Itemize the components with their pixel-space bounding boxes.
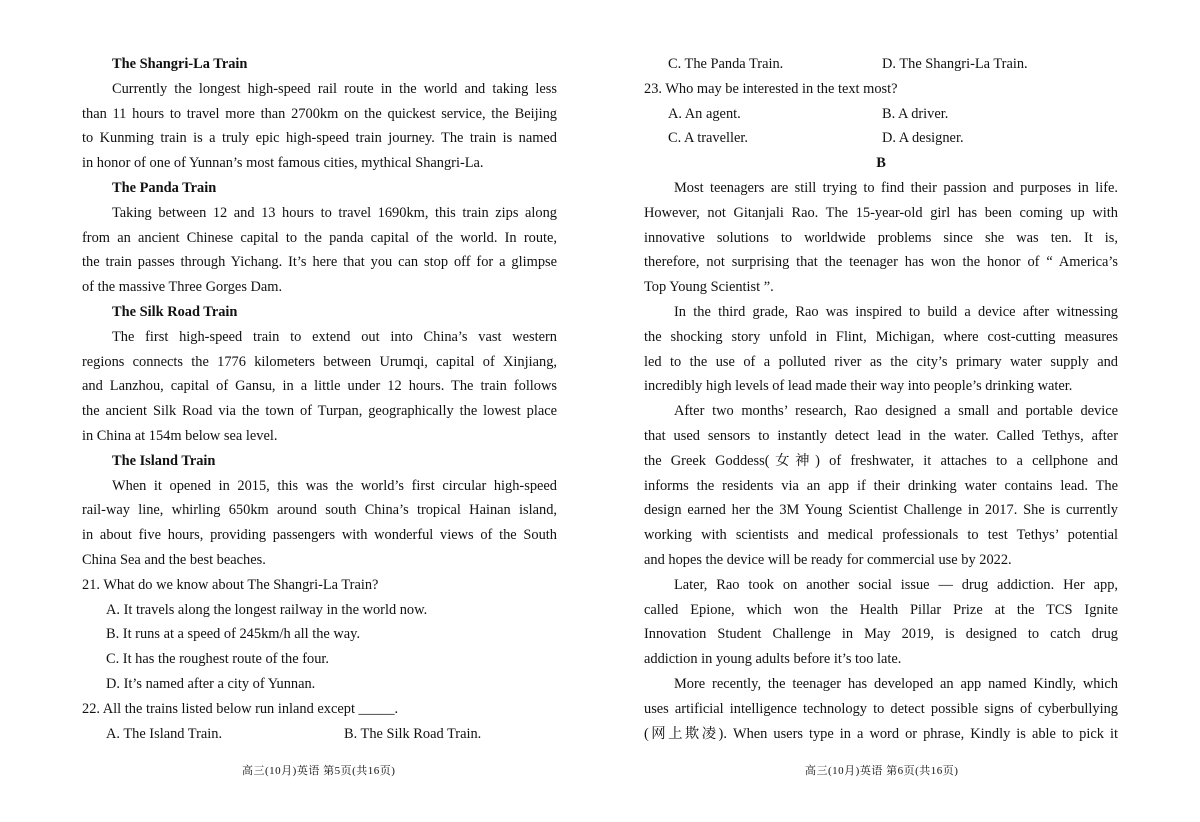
section-heading: B: [876, 155, 886, 172]
text-line: design earned her the 3M Young Scientist Challenge in 2017. She is currently: [644, 502, 1118, 519]
text-line: The Island Train: [112, 452, 216, 469]
text-line: The first high-speed train to extend out into China’s vast western: [112, 328, 557, 345]
q23-option-b: B. A driver.: [882, 105, 949, 122]
text-line: 22. All the trains listed below run inland except _____.: [82, 700, 399, 717]
text-line: that used sensors to instantly detect lead in the water. Called Tethys, after: [644, 427, 1118, 444]
page-footer-right: 高三(10月)英语 第6页(共16页): [805, 765, 959, 777]
text-line: Taking between 12 and 13 hours to travel 1690km, this train zips along: [112, 204, 557, 221]
text-line: the Greek Goddess(女神) of freshwater, it attaches to a cellphone and: [644, 452, 1118, 469]
text-line: innovative solutions to worldwide problems since she was ten. It is,: [644, 229, 1118, 246]
text-line: the shocking story unfold in Flint, Michigan, where cost-cutting measures: [644, 328, 1118, 345]
text-line: Currently the longest high-speed rail route in the world and taking less: [112, 80, 557, 97]
q22-options: [82, 722, 557, 747]
text-line: rail-way line, whirling 650km around south China’s tropical Hainan island,: [82, 502, 557, 519]
text-line: The Panda Train: [112, 179, 217, 196]
text-line: in about five hours, providing passengers with wonderful views of the South: [82, 527, 557, 544]
q23-question: 23. Who may be interested in the text most?: [644, 80, 898, 97]
text-line: regions connects the 1776 kilometers between Urumqi, capital of Xinjiang,: [82, 353, 557, 370]
text-line: The Shangri-La Train: [112, 56, 248, 72]
text-line: incredibly high levels of lead made their way into people’s drinking water.: [644, 378, 1073, 395]
text-line: than 11 hours to travel more than 2700km on the quickest service, the Beijing: [82, 105, 557, 122]
q23-options-row-1: [644, 102, 1118, 127]
text-line: 21. What do we know about The Shangri-La Train?: [82, 576, 379, 593]
q22-option-c: C. The Panda Train.: [668, 56, 784, 72]
text-line: D. It’s named after a city of Yunnan.: [106, 675, 316, 692]
text-line: However, not Gitanjali Rao. The 15-year-old girl has been coming up with: [644, 204, 1118, 221]
q22-option-b: B. The Silk Road Train.: [344, 725, 482, 742]
text-line: uses artificial intelligence technology to detect possible signs of cyberbullying: [644, 700, 1118, 717]
q22-option-d: D. The Shangri-La Train.: [882, 56, 1028, 72]
text-line: called Epione, which won the Health Pillar Prize at the TCS Ignite: [644, 601, 1118, 618]
q23-option-c: C. A traveller.: [668, 130, 748, 147]
left-page-column: [82, 52, 557, 746]
right-page-column: [644, 52, 1118, 746]
text-line: Later, Rao took on another social issue — drug addiction. Her app,: [674, 576, 1118, 593]
text-line: of the massive Three Gorges Dam.: [82, 279, 283, 296]
text-line: The Silk Road Train: [112, 303, 238, 320]
text-line: Innovation Student Challenge in May 2019, is designed to catch drug: [644, 626, 1118, 643]
q23-option-a: A. An agent.: [668, 105, 741, 122]
text-line: the train passes through Yichang. It’s here that you can stop off for a glimpse: [82, 254, 557, 271]
text-line: the ancient Silk Road via the town of Turpan, geographically the lowest place: [82, 403, 557, 420]
text-line: C. It has the roughest route of the four.: [106, 651, 330, 668]
q23-options-row-2: [644, 126, 1118, 151]
text-line: (网上欺凌). When users type in a word or phrase, Kindly is able to pick it: [644, 725, 1118, 742]
text-line: A. It travels along the longest railway in the world now.: [106, 601, 428, 618]
text-line: When it opened in 2015, this was the world’s first circular high-speed: [112, 477, 557, 494]
text-line: therefore, not surprising that the teenager has won the honor of “ America’s: [644, 254, 1118, 271]
text-line: After two months’ research, Rao designed a small and portable device: [674, 403, 1118, 420]
text-line: More recently, the teenager has developed an app named Kindly, which: [674, 675, 1118, 692]
text-line: B. It runs at a speed of 245km/h all the way.: [106, 626, 361, 643]
q22-options-continued: [644, 52, 1118, 77]
q22-option-a: A. The Island Train.: [106, 725, 223, 742]
text-line: addiction in young adults before it’s too late.: [644, 651, 902, 668]
text-line: led to the use of a polluted river as the city’s primary water supply and: [644, 353, 1118, 370]
text-line: China Sea and the best beaches.: [82, 551, 266, 568]
text-line: and hopes the device will be ready for commercial use by 2022.: [644, 551, 1012, 568]
text-line: in China at 154m below sea level.: [82, 427, 278, 444]
passage-b: [644, 176, 1118, 746]
text-line: In the third grade, Rao was inspired to build a device after witnessing: [674, 303, 1118, 320]
text-line: working with scientists and medical professionals to test Tethys’ potential: [644, 527, 1118, 544]
text-line: and Lanzhou, capital of Gansu, in a little under 12 hours. The train follows: [82, 378, 557, 395]
q23-option-d: D. A designer.: [882, 130, 964, 147]
text-line: Most teenagers are still trying to find their passion and purposes in life.: [674, 179, 1118, 196]
text-line: Top Young Scientist ”.: [644, 279, 774, 296]
page-footer-left: 高三(10月)英语 第5页(共16页): [242, 765, 396, 777]
text-line: in honor of one of Yunnan’s most famous cities, mythical Shangri-La.: [82, 155, 484, 172]
text-line: to Kunming train is a truly epic high-speed train journey. The train is named: [82, 130, 557, 147]
text-line: from an ancient Chinese capital to the panda capital of the world. In route,: [82, 229, 557, 246]
text-line: informs the residents via an app if their drinking water contains lead. The: [644, 477, 1118, 494]
